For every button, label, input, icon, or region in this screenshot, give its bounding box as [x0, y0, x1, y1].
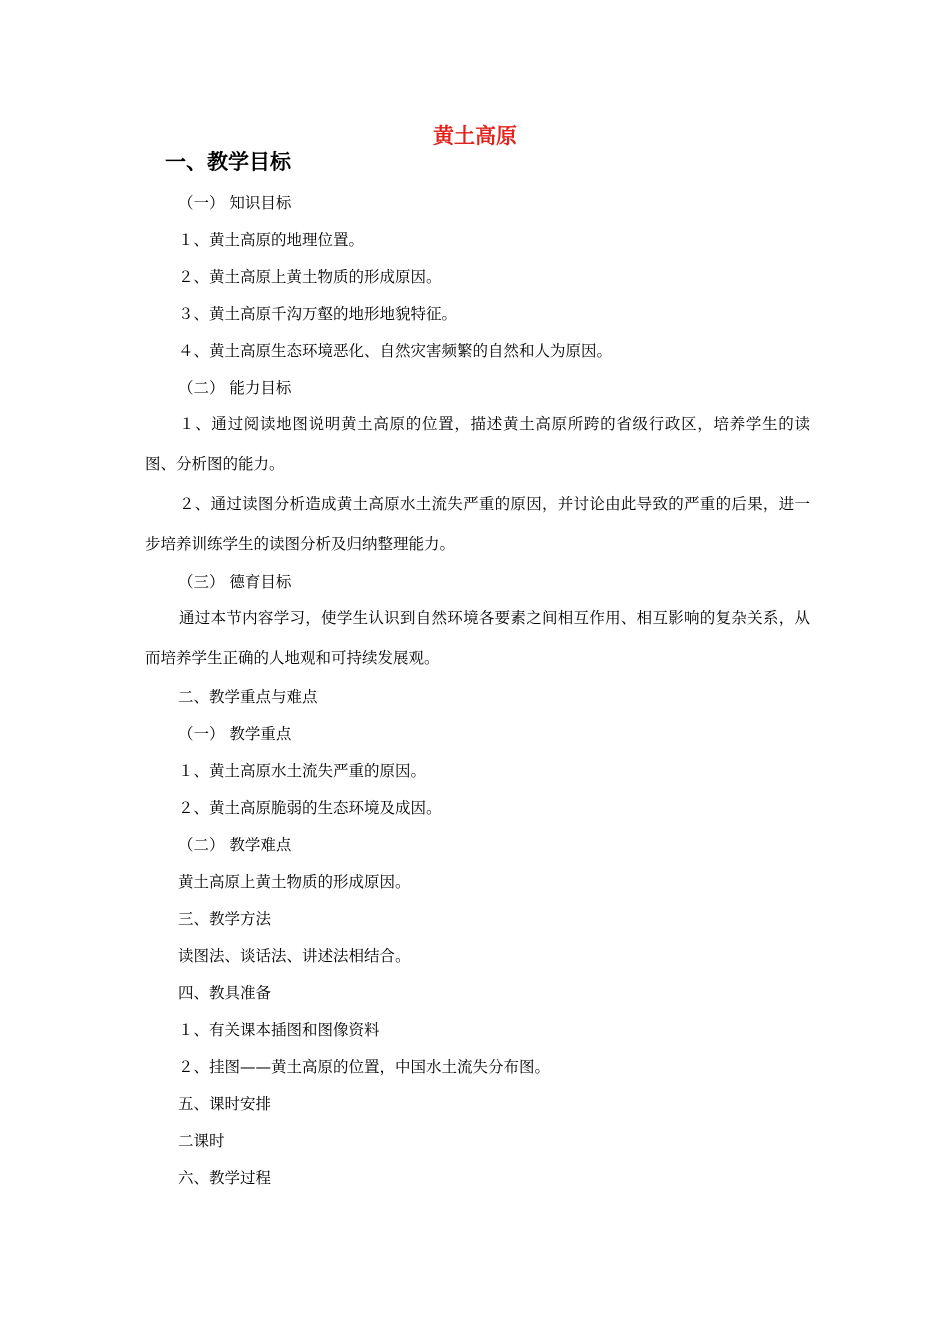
document-title: 黄土高原	[433, 123, 517, 148]
list-item: １、黄土高原的地理位置。	[178, 231, 365, 249]
subheading-ability-goals: （二） 能力目标	[178, 379, 292, 397]
subheading-moral-goals: （三） 德育目标	[178, 573, 292, 591]
paragraph-difficulty: 黄土高原上黄土物质的形成原因。	[178, 873, 411, 891]
list-item: １、有关课本插图和图像资料	[178, 1021, 380, 1039]
section-heading-teaching-goals: 一、教学目标	[165, 149, 291, 174]
subheading-teaching-focus: （一） 教学重点	[178, 725, 292, 743]
section-heading-key-points: 二、教学重点与难点	[178, 688, 318, 706]
list-item: ２、黄土高原上黄土物质的形成原因。	[178, 268, 442, 286]
subheading-teaching-difficulty: （二） 教学难点	[178, 836, 292, 854]
section-heading-teaching-tools: 四、教具准备	[178, 984, 272, 1002]
list-item: ４、黄土高原生态环境恶化、自然灾害频繁的自然和人为原因。	[178, 342, 613, 360]
paragraph-ability-1: １、通过阅读地图说明黄土高原的位置，描述黄土高原所跨的省级行政区，培养学生的读图、分析图的能力。	[145, 415, 810, 473]
subheading-knowledge-goals: （一） 知识目标	[178, 194, 292, 212]
list-item: １、黄土高原水土流失严重的原因。	[178, 762, 427, 780]
list-item: ２、挂图——黄土高原的位置，中国水土流失分布图。	[178, 1058, 551, 1076]
paragraph-hours: 二课时	[178, 1132, 225, 1150]
list-item: ３、黄土高原千沟万壑的地形地貌特征。	[178, 305, 458, 323]
paragraph-methods: 读图法、谈话法、讲述法相结合。	[178, 947, 411, 965]
section-heading-teaching-methods: 三、教学方法	[178, 910, 272, 928]
paragraph-moral: 通过本节内容学习，使学生认识到自然环境各要素之间相互作用、相互影响的复杂关系，从而培养学生正确的人地观和可持续发展观。	[145, 609, 810, 667]
section-heading-schedule: 五、课时安排	[178, 1095, 272, 1113]
list-item: ２、黄土高原脆弱的生态环境及成因。	[178, 799, 442, 817]
paragraph-ability-2: ２、通过读图分析造成黄土高原水土流失严重的原因，并讨论由此导致的严重的后果，进一步培养训练学生的读图分析及归纳整理能力。	[145, 495, 810, 553]
section-heading-teaching-process: 六、教学过程	[178, 1169, 272, 1187]
